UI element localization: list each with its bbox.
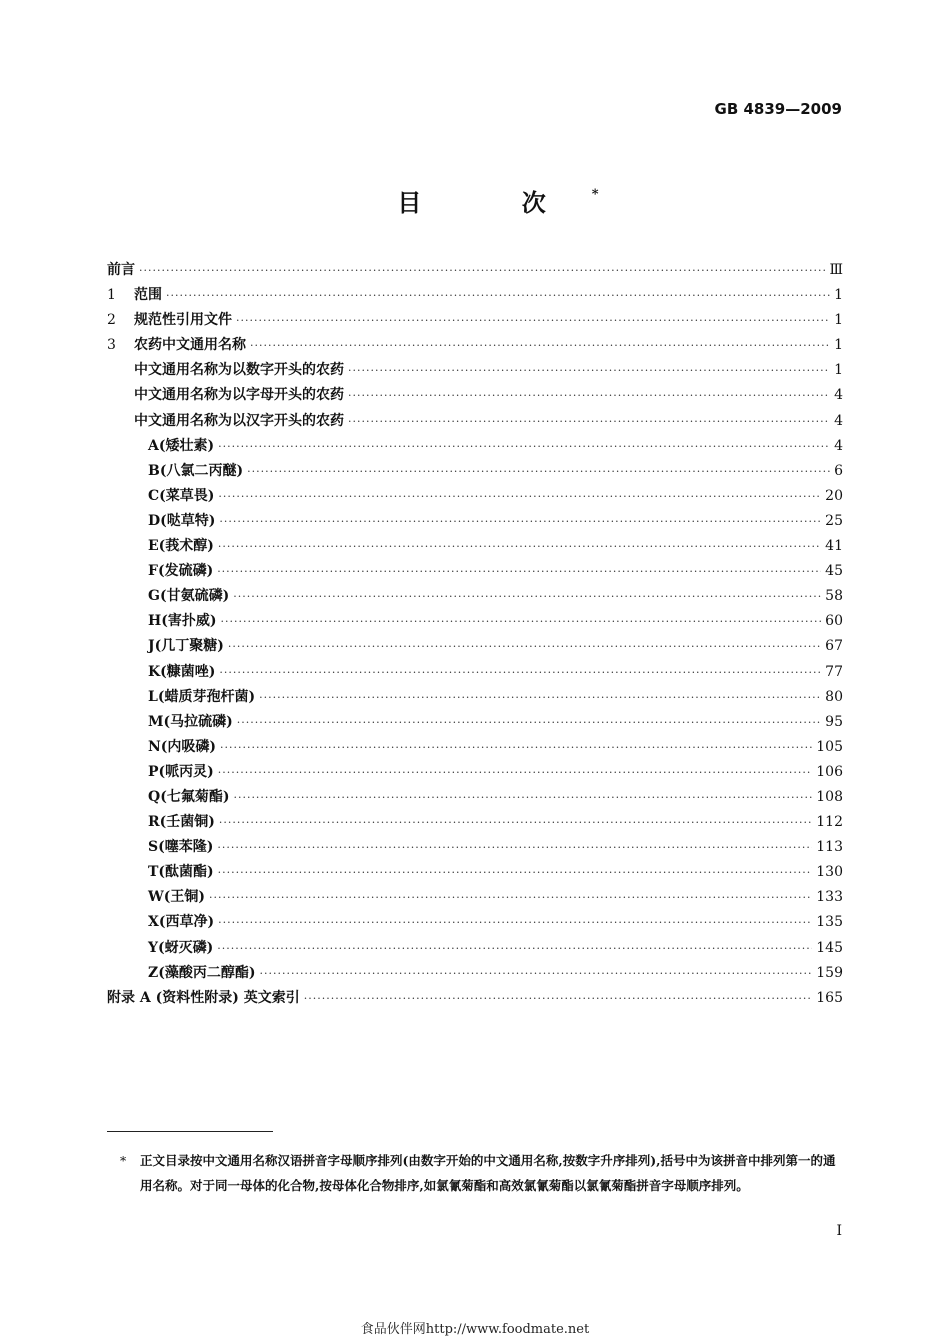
toc-leader-dots	[220, 609, 821, 634]
toc-entry-label: T(酞菌酯)	[148, 864, 214, 881]
toc-entry-page: Ⅲ	[829, 262, 843, 278]
toc-entry-label: D(哒草特)	[148, 512, 216, 529]
toc-entry-page: 108	[816, 788, 843, 805]
toc-entry-page: 112	[816, 814, 843, 831]
toc-leader-dots	[218, 534, 821, 559]
toc-entry[interactable]	[107, 559, 843, 584]
toc-entry[interactable]	[107, 860, 843, 885]
toc-entry-label: B(八氯二丙醚)	[148, 462, 244, 479]
toc-entry[interactable]	[107, 534, 843, 559]
toc-entry-label: C(菜草畏)	[148, 487, 215, 504]
toc-entry-label: N(内吸磷)	[148, 738, 217, 755]
toc-entry-page: 4	[834, 437, 843, 454]
toc-entry-label: P(哌丙灵)	[148, 763, 214, 780]
toc-entry[interactable]	[107, 760, 843, 785]
toc-leader-dots	[236, 308, 830, 333]
toc-leader-dots	[218, 910, 812, 935]
toc-entry-page: 4	[834, 412, 843, 429]
toc-entry-label: 中文通用名称为以字母开头的农药	[134, 387, 344, 404]
page-title	[0, 183, 950, 218]
toc-entry-label: Q(七氟菊酯)	[148, 788, 230, 805]
toc-entry-label: E(莪术醇)	[148, 538, 214, 555]
toc-leader-dots	[348, 383, 830, 408]
toc-entry-page: 25	[825, 512, 843, 529]
toc-entry[interactable]	[107, 584, 843, 609]
toc-entry-page: 41	[825, 538, 843, 555]
toc-leader-dots	[237, 710, 821, 735]
title-footnote-mark: *	[591, 187, 599, 202]
toc-entry-number: 1	[107, 287, 116, 304]
toc-entry[interactable]	[107, 333, 843, 358]
toc-entry[interactable]	[107, 459, 843, 484]
toc-leader-dots	[139, 258, 825, 283]
toc-entry[interactable]	[107, 986, 843, 1011]
toc-entry-label: W(王铜)	[148, 889, 205, 906]
toc-entry-page: 1	[834, 287, 843, 304]
toc-entry[interactable]	[107, 308, 843, 333]
page-number: I	[836, 1223, 842, 1239]
toc-leader-dots	[219, 660, 821, 685]
toc-leader-dots	[217, 936, 812, 961]
toc-entry-number: 3	[107, 337, 116, 354]
toc-leader-dots	[259, 961, 812, 986]
toc-entry-label: K(糠菌唑)	[148, 663, 216, 680]
toc-leader-dots	[348, 409, 830, 434]
toc-leader-dots	[348, 358, 830, 383]
toc-leader-dots	[218, 860, 813, 885]
toc-entry-label: Z(藻酸丙二醇酯)	[148, 964, 256, 981]
toc-entry-label: 规范性引用文件	[134, 312, 232, 329]
toc-entry-label: 前言	[107, 262, 135, 278]
toc-entry[interactable]	[107, 609, 843, 634]
toc-leader-dots	[219, 810, 812, 835]
toc-entry[interactable]	[107, 885, 843, 910]
toc-entry-label: 中文通用名称为以汉字开头的农药	[134, 412, 344, 429]
toc-entry-label: A(矮壮素)	[148, 437, 215, 454]
toc-leader-dots	[217, 559, 821, 584]
toc-leader-dots	[220, 735, 812, 760]
toc-entry-label: J(几丁聚糖)	[148, 638, 224, 655]
toc-leader-dots	[304, 986, 813, 1011]
toc-entry-label: S(噻苯隆)	[148, 839, 214, 856]
toc-entry[interactable]	[107, 484, 843, 509]
toc-entry[interactable]	[107, 434, 843, 459]
toc-entry[interactable]	[107, 283, 843, 308]
toc-entry-page: 113	[816, 839, 843, 856]
toc-entry-page: 67	[825, 638, 843, 655]
toc-entry-label: Y(蚜灭磷)	[148, 939, 214, 956]
toc-entry-label: 附录 A (资料性附录) 英文索引	[107, 989, 300, 1006]
toc-entry[interactable]	[107, 936, 843, 961]
toc-entry-page: 1	[834, 362, 843, 379]
toc-leader-dots	[247, 459, 830, 484]
toc-entry-page: 95	[825, 713, 843, 730]
toc-entry-page: 80	[825, 688, 843, 705]
toc-entry-label: 中文通用名称为以数字开头的农药	[134, 362, 344, 379]
toc-leader-dots	[219, 509, 821, 534]
toc-leader-dots	[217, 835, 812, 860]
toc-entry-number: 2	[107, 312, 116, 329]
toc-entry-page: 133	[816, 889, 843, 906]
toc-entry[interactable]	[107, 258, 843, 283]
toc-leader-dots	[218, 484, 821, 509]
toc-entry-label: F(发硫磷)	[148, 563, 214, 580]
toc-entry-page: 165	[816, 989, 843, 1006]
toc-entry-page: 45	[825, 563, 843, 580]
toc-leader-dots	[218, 434, 830, 459]
title-text: 目 次	[397, 188, 592, 217]
toc-entry[interactable]	[107, 835, 843, 860]
toc-entry-page: 77	[825, 663, 843, 680]
toc-entry-page: 4	[834, 387, 843, 404]
footnote-mark: *	[120, 1153, 127, 1168]
footnote-text: 正文目录按中文通用名称汉语拼音字母顺序排列(由数字开始的中文通用名称,按数字升序排列),括号中为该拼音中排列第一的通用名称。对于同一母体的化合物,按母体化合物排序,如氯氰菊酯和高效氯氰菊酯以氯氰菊酯拼音字母顺序排列。	[140, 1153, 836, 1193]
toc-entry-page: 1	[834, 337, 843, 354]
toc-entry-page: 105	[816, 738, 843, 755]
toc-entry-page: 1	[834, 312, 843, 329]
toc-entry-page: 135	[816, 914, 843, 931]
toc-entry-page: 20	[825, 487, 843, 504]
watermark-text: 食品伙伴网http://www.foodmate.net	[360, 1322, 590, 1337]
toc-leader-dots	[250, 333, 830, 358]
toc-entry-label: 范围	[134, 287, 162, 304]
toc-entry[interactable]	[107, 409, 843, 434]
toc-leader-dots	[233, 785, 812, 810]
toc-entry-page: 60	[825, 613, 843, 630]
toc-entry[interactable]	[107, 358, 843, 383]
toc-leader-dots	[233, 584, 821, 609]
toc-entry-page: 159	[816, 964, 843, 981]
toc-entry[interactable]	[107, 735, 843, 760]
toc-entry-label: M(马拉硫磷)	[148, 713, 233, 730]
toc-entry-label: L(蜡质芽孢杆菌)	[148, 688, 256, 705]
toc-entry[interactable]	[107, 634, 843, 659]
toc-entry[interactable]	[107, 785, 843, 810]
standard-code: GB 4839—2009	[714, 100, 842, 118]
table-of-contents	[107, 258, 843, 1011]
toc-entry-label: R(壬菌铜)	[148, 814, 215, 831]
toc-leader-dots	[228, 634, 821, 659]
toc-entry-page: 106	[816, 763, 843, 780]
toc-entry[interactable]	[107, 710, 843, 735]
toc-entry[interactable]	[107, 961, 843, 986]
toc-entry[interactable]	[107, 910, 843, 935]
toc-entry-page: 145	[816, 939, 843, 956]
toc-entry-page: 6	[834, 462, 843, 479]
toc-entry-label: G(甘氨硫磷)	[148, 588, 230, 605]
toc-leader-dots	[209, 885, 812, 910]
footnote	[120, 1148, 843, 1198]
toc-entry[interactable]	[107, 509, 843, 534]
toc-entry[interactable]	[107, 660, 843, 685]
toc-entry[interactable]	[107, 685, 843, 710]
toc-entry-label: X(西草净)	[148, 914, 215, 931]
toc-entry-page: 130	[816, 864, 843, 881]
toc-entry-label: H(害扑威)	[148, 613, 217, 630]
footnote-divider	[107, 1131, 273, 1132]
toc-entry-page: 58	[825, 588, 843, 605]
toc-leader-dots	[218, 760, 812, 785]
toc-leader-dots	[259, 685, 821, 710]
toc-entry-label: 农药中文通用名称	[134, 337, 246, 354]
toc-entry[interactable]	[107, 810, 843, 835]
toc-leader-dots	[166, 283, 830, 308]
toc-entry[interactable]	[107, 383, 843, 408]
